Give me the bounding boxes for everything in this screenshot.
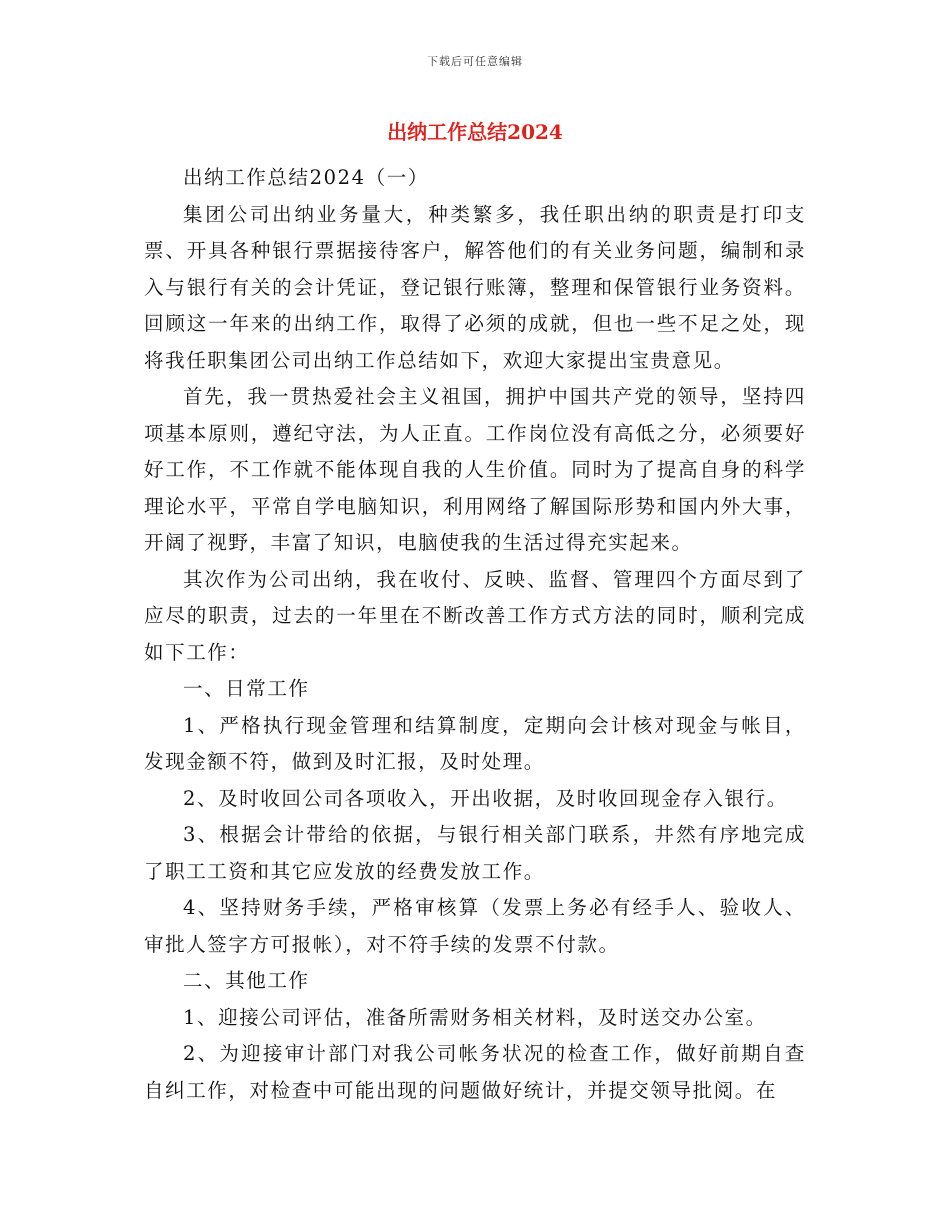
list-item: 1、迎接公司评估，准备所需财务相关材料，及时送交办公室。 — [183, 1005, 767, 1029]
list-item: 1、严格执行现金管理和结算制度，定期向会计核对现金与帐目，发现金额不符，做到及时汇报，及时处理。 — [144, 713, 806, 773]
list-item: 2、及时收回公司各项收入，开出收据，及时收回现金存入银行。 — [183, 786, 788, 810]
list-item: 4、坚持财务手续，严格审核算（发票上务必有经手人、验收人、审批人签字方可报帐），对不符手续的发票不付款。 — [144, 896, 806, 956]
list-item: 3、根据会计带给的依据，与银行相关部门联系，井然有序地完成了职工工资和其它应发放的经费发放工作。 — [144, 823, 806, 883]
section-heading: 一、日常工作 — [183, 677, 310, 700]
list-item: 2、为迎接审计部门对我公司帐务状况的检查工作，做好前期自查自纠工作，对检查中可能出现的问题做好统计，并提交领导批阅。在 — [144, 1042, 806, 1102]
body-paragraph: 首先，我一贯热爱社会主义祖国，拥护中国共产党的领导，坚持四项基本原则，遵纪守法，为人正直。工作岗位没有高低之分，必须要好好工作，不工作就不能体现自我的人生价值。同时为了提高自身的科学理论水平，平常自学电脑知识，利用网络了解国际形势和国内外大事，开阔了视野，丰富了知识，电脑使我的生活过得充实起来。 — [144, 385, 806, 554]
subtitle-paragraph: 出纳工作总结2024（一） — [183, 166, 429, 189]
document-body — [144, 160, 806, 1109]
page-title: 出纳工作总结2024 — [387, 120, 563, 144]
header-note: 下载后可任意编辑 — [427, 55, 523, 68]
intro-paragraph: 集团公司出纳业务量大，种类繁多，我任职出纳的职责是打印支票、开具各种银行票据接待客户，解答他们的有关业务问题，编制和录入与银行有关的会计凭证，登记银行账簿，整理和保管银行业务资料。回顾这一年来的出纳工作，取得了必须的成就，但也一些不足之处，现将我任职集团公司出纳工作总结如下，欢迎大家提出宝贵意见。 — [144, 202, 806, 372]
section-heading: 二、其他工作 — [183, 969, 310, 992]
body-paragraph: 其次作为公司出纳，我在收付、反映、监督、管理四个方面尽到了应尽的职责，过去的一年里在不断改善工作方式方法的同时，顺利完成如下工作： — [144, 567, 806, 664]
